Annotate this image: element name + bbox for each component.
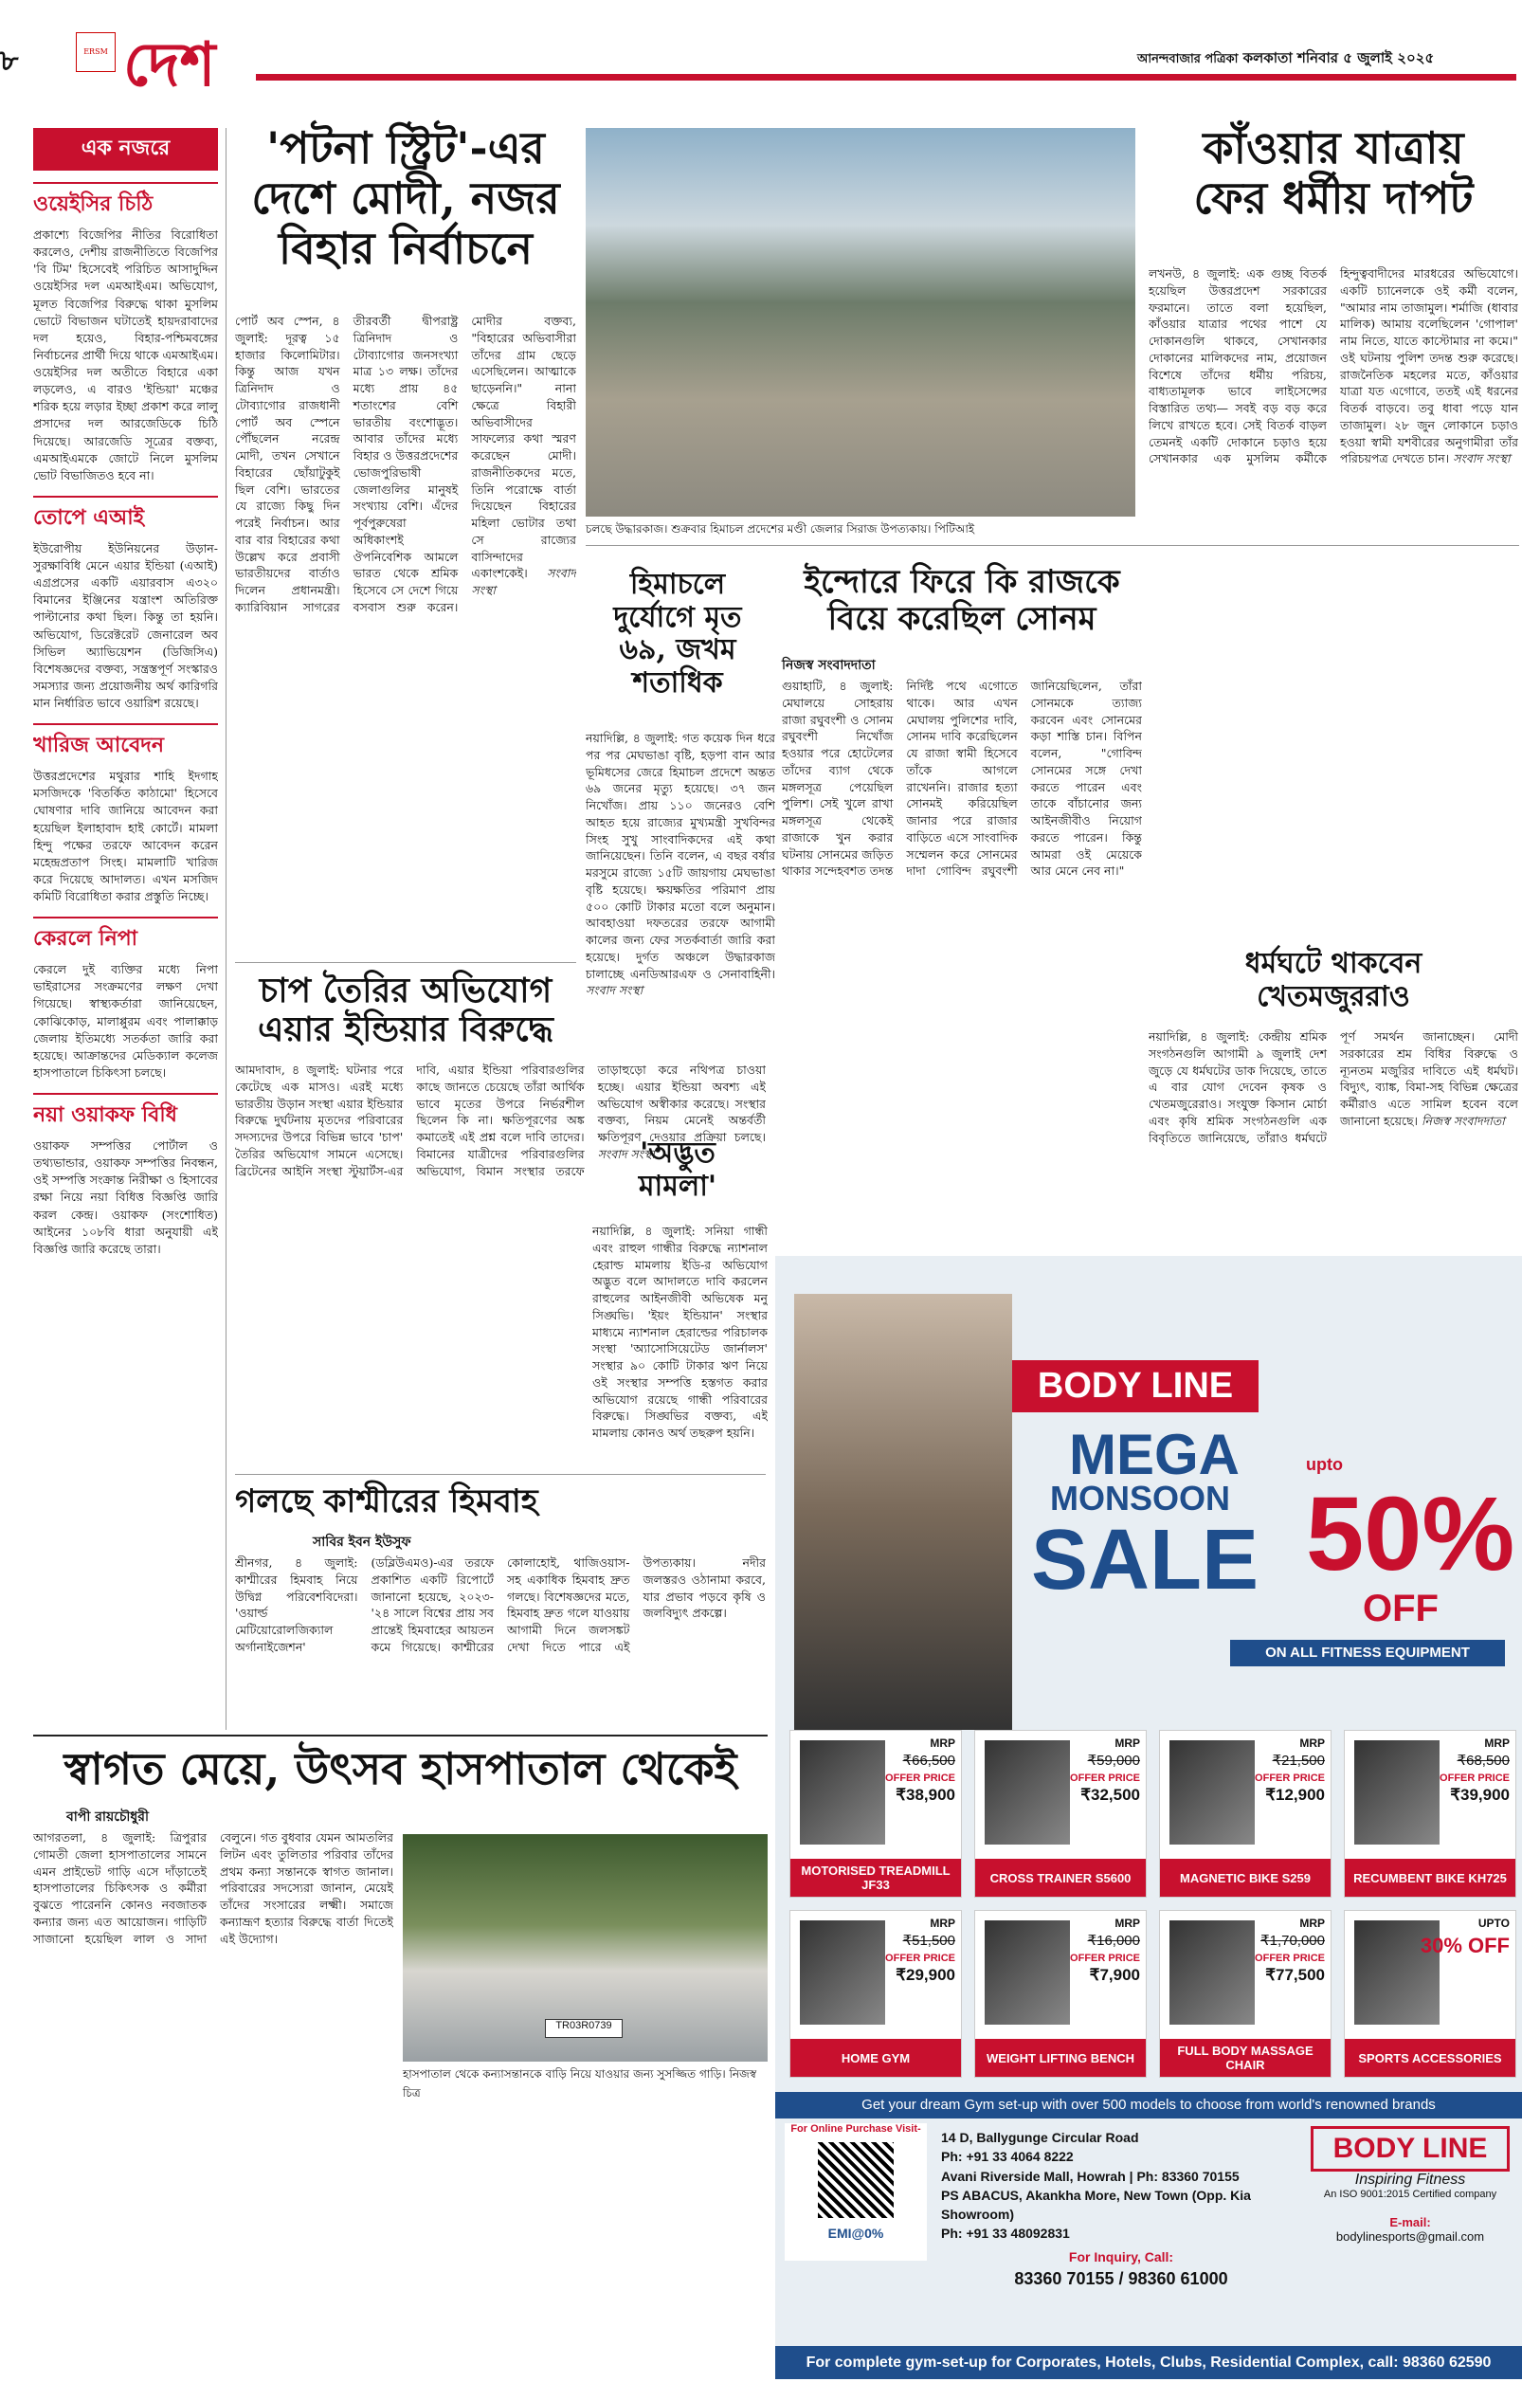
product-card [1344,1910,1516,2078]
qr-code-icon[interactable] [818,2142,894,2218]
brief-title: তোপে এআই [33,496,218,536]
sports-discount: 30% OFF [1420,1934,1510,1957]
paper-name: আনন্দবাজার পত্রিকা [1137,52,1239,66]
ad-percent: 50% [1306,1476,1515,1592]
emi-label: EMI@0% [827,2226,884,2241]
patna-headline [235,123,576,274]
headline-line: 'পটনা স্ট্রিট'-এর [266,122,545,173]
swagata-photo-caption: হাসপাতাল থেকে কন্যাসন্তানকে বাড়ি নিয়ে যাওয়ার জন্য সুসজ্জিত গাড়ি। নিজস্ব চিত্র [403,2067,757,2100]
inquiry-phone[interactable]: 83360 70155 / 98360 61000 [1014,2269,1228,2289]
brief-item [33,1093,218,1258]
brief-item [33,496,218,712]
bodyline-advertisement [775,1256,1522,2379]
offer-price: ₹39,900 [1450,1786,1510,1804]
mrp-label: MRP [930,1736,955,1750]
product-card [974,1730,1147,1898]
article-text: নয়াদিল্লি, ৪ জুলাই: গত কয়েক দিন ধরে পর পর মেঘভাঙা বৃষ্টি, হড়পা বান আর ভূমিধসের জেরে হিমাচল প্রদেশে অন্তত ৬৯ জনের মৃত্যু হয়েছে। ৩৭ জন নিখোঁজ। প্রায় ১১০ জনেরও বেশি আহত হয়ে রাজ্যের মুখ্যমন্ত্রী সুখবিন্দর সিংহ সুখু সাংবাদিকদের এই কথা জানিয়েছেন। তিনি বলেন, এ বছর বর্ষার মরসুমে রাজ্যে ১৫টি জায়গায় মেঘভাঙা বৃষ্টি হয়েছে। ক্ষয়ক্ষতির পরিমাণ প্রায় ৫০০ কোটি টাকার মতো বলে অনুমান। আবহাওয়া দফতরের তরফে আগামী কালের জন্য ফের সতর্কবার্তা জারি করা হয়েছে। দুর্গত অঞ্চলে উদ্ধারকাজ চালাচ্ছে এনডিআরএফ ও সেনাবাহিনী। [586,731,775,981]
email-address[interactable]: bodylinesports@gmail.com [1335,2229,1485,2244]
upto-label: UPTO [1477,1917,1510,1930]
article-sign: সংবাদ সংস্থা [1453,451,1511,466]
ad-mega: MEGA [1069,1423,1240,1486]
mrp-label: MRP [930,1917,955,1930]
brief-title: কেরলে নিপা [33,917,218,957]
dharmaghat-body [1149,1028,1518,1246]
brand-tagline: Inspiring Fitness [1354,2172,1466,2188]
headline-line: বিহার নির্বাচনে [279,222,533,274]
ad-model-image [794,1294,1012,1730]
sonam-body [782,678,1142,1246]
headline-line: কাঁওয়ার যাত্রায় [1203,122,1464,173]
ajab-body [592,1223,768,1469]
section-rule [235,1474,766,1475]
brief-text: প্রকাশ্যে বিজেপির নীতির বিরোধিতা করলেও, দেশীয় রাজনীতিতে বিজেপির 'বি টিম' হিসেবেই পরিচিত আসাদুদ্দিন ওয়েইসির দল এমআইএম। অভিযোগ, মূলত বিজেপির বিরুদ্ধে থাকা মুসলিম ভোটে বিভাজন ঘটাতেই হায়দরাবাদের দল হয়েও, বিহার-পশ্চিমবঙ্গের নির্বাচনের প্রার্থী দিয়ে থাকে এমআইএম। ওয়েইসির দল অতীতে বিহারে একা লড়লেও, এ বারও 'ইন্ডিয়া' মঞ্চের শরিক হয়ে লড়ার ইচ্ছা প্রকাশ করে লালু প্রসাদের দল আরজেডিকে চিঠি দিয়েছে। আরজেডি সূত্রের বক্তব্য, এমআইএমকে জোটে নিলে মুসলিম ভোট বিভাজিতও হবে না। [33,227,218,482]
store-addresses: 14 D, Ballygunge Circular Road Ph: +91 33 4064 8222 Avani Riverside Mall, Howrah | Ph: 83360 70155 PS ABACUS, Akankha More, New Town (Opp. Kia Showroom) Ph: +91 33 48092831 For Inquiry, Call: 83360 70155 / 98360 61000 [941,2128,1301,2291]
iso-note: An ISO 9001:2015 Certified company [1323,2189,1497,2200]
ad-footer: For complete gym-set-up for Corporates, Hotels, Clubs, Residential Complex, call: 98360 62590 [775,2346,1522,2379]
brief-item [33,723,218,905]
email-label: E-mail: [1389,2215,1431,2229]
headline-line: শতাধিক [632,665,723,700]
section-title: দেশ [123,29,216,100]
page-number: ৮ [0,45,19,78]
airindia-headline [235,972,576,1050]
mrp-price: ₹21,500 [1272,1753,1325,1769]
flood-photo [586,128,1135,517]
article-text: লখনউ, ৪ জুলাই: এক গুচ্ছ বিতর্ক হয়েছিল উত্তরপ্রদেশ সরকারের ফরমানে। তাতে বলা হয়েছিল, কাঁওয়ার যাত্রার পথের পাশে যে দোকানগুলি থাকবে, সেখানকার দোকানের মালিকদের নাম, প্রয়োজন বিশেষে তাঁদের ধর্মীয় পরিচয়, বাধ্যতামূলক ভাবে লাইসেন্সের বিস্তারিত তথ্য— সবই বড় বড় করে লিখে রাখতে হবে। সেই বিতর্ক বাড়ল তেমনই একটি দোকানে চড়াও হয়ে সেখানকার এক মুসলিম কর্মীকে হিন্দুত্ববাদীদের মারধরের অভিযোগে। একটি চ্যানেলকে ওই কর্মী বলেন, "আমার নাম তাজামুল। শর্মাজি (ধাবার মালিক) আমায় বলেছিলেন 'গোপাল' নাম নিতে, যাতে কাস্টোমার না কমে।" ওই ঘটনায় পুলিশ তদন্ত শুরু করেছে। রাজনৈতিক মহলের মতে, কাঁওয়ার যাত্রা যত এগোবে, ততই এই ধরনের বিতর্ক বাড়বে। তবু ধাবা পড়ে যান তাজামুল। ২৮ জুন লোকানে চড়াও হওয়া স্বামী যশবীরের অনুগামীরা তাঁর পরিচয়পত্র দেখতে চান। [1149,266,1518,466]
mrp-label: MRP [1299,1736,1325,1750]
ad-upto: upto [1306,1455,1343,1474]
kashmir-body [235,1555,766,1725]
product-name: RECUMBENT BIKE KH725 [1345,1859,1515,1897]
swagata-body-left [33,1829,393,2370]
offer-label: OFFER PRICE [1070,1773,1140,1784]
product-image [985,1740,1070,1845]
address-3: PS ABACUS, Akankha More, New Town (Opp. Kia Showroom) [941,2187,1251,2223]
brand-logo: BODY LINE [1311,2126,1510,2172]
offer-label: OFFER PRICE [1255,1953,1325,1964]
article-sign: নিজস্ব সংবাদদাতা [1421,1113,1505,1128]
brief-item [33,917,218,1082]
mrp-price: ₹59,000 [1087,1753,1140,1769]
sidebar-header: এক নজরে [33,128,218,171]
product-card [1159,1910,1332,2078]
dharmaghat-headline [1149,948,1518,1013]
brief-title: ওয়েইসির চিঠি [33,182,218,223]
headline-line: ৬৯, জখম [619,633,736,666]
product-card [1159,1730,1332,1898]
sonam-headline [782,564,1142,638]
brief-item [33,182,218,484]
kanwar-body [1149,265,1518,929]
product-name: WEIGHT LIFTING BENCH [975,2039,1146,2077]
mrp-label: MRP [1114,1917,1140,1930]
product-name: MAGNETIC BIKE S259 [1160,1859,1331,1897]
mrp-price: ₹51,500 [902,1933,955,1949]
address-1: 14 D, Ballygunge Circular Road [941,2130,1139,2145]
headline-line: 'অদ্ভুত [640,1136,716,1170]
offer-label: OFFER PRICE [1255,1773,1325,1784]
qr-panel [785,2123,927,2261]
inquiry-label: For Inquiry, Call: [1068,2248,1174,2264]
headline-line: দুর্যোগে মৃত [613,600,742,634]
brief-text: ইউরোপীয় ইউনিয়নের উড়ান-সুরক্ষাবিধি মেনে এয়ার ইন্ডিয়া (এআই) এগ্রপ্রসের একটি এয়ারবাস এ৩২০ বিমানের ইঞ্জিনের যন্ত্রাংশ অতিরিক্ত পাল্টানোর কথা ছিল। কিন্তু তা হয়নি। অভিযোগ, ডিরেক্টরেট জেনারেল অব সিভিল অ্যাভিয়েশন (ডিজিসিএ) বিশেষজ্ঞদের বক্তব্য, সন্ত্রস্তপূর্ণ সংস্কারও সমস্যার জন্য প্রয়োজনীয় অর্থ কারিগরি মান নির্ধারিত ভাবে ওয়ারিশ রয়েছে। [33,540,218,710]
ad-off: OFF [1363,1588,1439,1629]
offer-price: ₹29,900 [896,1966,955,1984]
purchase-label: For Online Purchase Visit- [790,2123,921,2135]
offer-price: ₹77,500 [1265,1966,1325,1984]
headline-line: খেতমজুররাও [1257,979,1410,1013]
sonam-byline: নিজস্ব সংবাদদাতা [782,658,876,673]
photo-caption: চলছে উদ্ধারকাজ। শুক্রবার হিমাচল প্রদেশের মণ্ডী জেলার সিরাজ উপত্যকায়। পিটিআই [586,522,975,536]
date-line [1137,47,1434,71]
ad-on-all: ON ALL FITNESS EQUIPMENT [1230,1640,1505,1666]
headline-line: দেশে মোদী, নজর [251,172,560,224]
himachal-headline [588,569,768,700]
product-card [789,1730,962,1898]
kashmir-headline: গলছে কাশ্মীরের হিমবাহ [235,1482,538,1520]
phone-3: Ph: +91 33 48092831 [941,2226,1070,2242]
publisher-logo: ERSM [76,32,116,72]
section-rule [586,545,1519,546]
patna-body [235,313,576,957]
product-image [1354,1740,1440,1845]
product-name: HOME GYM [790,2039,961,2077]
car-photo [403,1834,768,2062]
swagata-byline: বাপী রায়চৌধুরী [66,1809,149,1825]
product-image [985,1920,1070,2025]
headline-line: বিয়ে করেছিল সোনম [827,600,1096,639]
kanwar-headline [1149,123,1518,224]
section-rule [33,1735,768,1736]
mrp-price: ₹1,70,000 [1260,1933,1325,1949]
headline-line: ধর্মঘটে থাকবেন [1244,947,1422,980]
product-image [800,1740,885,1845]
product-name: SPORTS ACCESSORIES [1345,2039,1515,2077]
article-text: নয়াদিল্লি, ৪ জুলাই: সনিয়া গান্ধী এবং রাহুল গান্ধীর বিরুদ্ধে ন্যাশনাল হেরাল্ড মামলায় ইডি-র অভিযোগ অদ্ভুত বলে আদালতে দাবি করলেন রাহুলের আইনজীবী অভিষেক মনু সিঙ্ঘভি। 'ইয়ং ইন্ডিয়ান' সংস্থার মাধ্যমে ন্যাশনাল হেরাল্ডের পরিচালক সংস্থা 'অ্যাসোসিয়েটেড জার্নালস' সংস্থার ৯০ কোটি টাকার ঋণ নিয়ে ওই সংস্থার সম্পত্তি হস্তগত করার অভিযোগ রয়েছে গান্ধী পরিবারের বিরুদ্ধে। সিঙ্ঘভির বক্তব্য, এই মামলায় কোনও অর্থ তছরুপ হয়নি। [592,1224,768,1440]
brief-title: নয়া ওয়াকফ বিধি [33,1093,218,1134]
product-image [1169,1740,1255,1845]
article-text: আগরতলা, ৪ জুলাই: ত্রিপুরার গোমতী জেলা হাসপাতালের সামনে এমন প্রাইভেট গাড়ি এসে দাঁড়াতেই হাসপাতালের চিকিৎসক ও কর্মীরা বুঝতে পারেননি কোনও নবজাতক কন্যার জন্য এত আয়োজন। গাড়িটি সাজানো হয়েছিল লাল ও সাদা বেলুনে। গত বুধবার যেমন আমতলির লিটন এবং তুলিতার পরিবার তাঁদের প্রথম কন্যা সন্তানকে স্বাগত জানাল। পরিবারের সদস্যেরা জানান, মেয়েই তাঁদের সংসারের লক্ষ্মী। সমাজে কন্যাভ্রূণ হত্যার বিরুদ্ধে বার্তা দিতেই এই উদ্যোগ। [33,1830,393,1946]
swagata-headline: স্বাগত মেয়ে, উৎসব হাসপাতাল থেকেই [63,1743,737,1794]
article-sign: সংবাদ সংস্থা [597,1146,655,1161]
mrp-price: ₹16,000 [1087,1933,1140,1949]
article-text: আমদাবাদ, ৪ জুলাই: ঘটনার পরে কেটেছে এক মাসও। এরই মধ্যে ভারতীয় উড়ান সংস্থা এয়ার ইন্ডিয়ার বিরুদ্ধে দুর্ঘটনায় মৃতদের পরিবারের সদস্যদের উপরে বিভিন্ন ভাবে 'চাপ' তৈরির অভিযোগ সামনে এসেছে। ব্রিটেনের আইনি সংস্থা স্টুয়ার্টস-এর দাবি, এয়ার ইন্ডিয়া পরিবারগুলির কাছে জানতে চেয়েছে তাঁরা আর্থিক ভাবে মৃতের উপরে নির্ভরশীল ছিলেন কি না। ক্ষতিপূরণের অঙ্ক কমাতেই এই প্রশ্ন বলে দাবি তাদের। বিমানের যাত্রীদের পরিবারগুলির অভিযোগ, বিমান সংস্থার তরফে তাড়াহুড়ো করে নথিপত্র চাওয়া হচ্ছে। এয়ার ইন্ডিয়া অবশ্য এই অভিযোগ অস্বীকার করেছে। সংস্থার বক্তব্য, নিয়ম মেনেই অন্তর্বর্তী ক্ষতিপূরণ দেওয়ার প্রক্রিয়া চলছে। [235,1063,766,1178]
offer-label: OFFER PRICE [885,1773,955,1784]
product-name: CROSS TRAINER S5600 [975,1859,1146,1897]
article-text: নয়াদিল্লি, ৪ জুলাই: কেন্দ্রীয় শ্রমিক সংগঠনগুলি আগামী ৯ জুলাই দেশ জুড়ে যে ধর্মঘটের ডাক দিয়েছে, তাতে এ বার যোগ দেবেন কৃষক ও খেতমজুরেরাও। সংযুক্ত কিসান মোর্চা এবং কৃষি শ্রমিক সংগঠনগুলি এক বিবৃতিতে জানিয়েছে, তাঁরাও ধর্মঘটে পূর্ণ সমর্থন জানাচ্ছেন। মোদী সরকারের শ্রম বিধির বিরুদ্ধে ও ন্যূনতম মজুরির দাবিতে এই ধর্মঘট। বিদ্যুৎ, ব্যাঙ্ক, বিমা-সহ বিভিন্ন ক্ষেত্রের কর্মীরাও এতে সামিল হবেন বলে জানানো হয়েছে। [1149,1029,1518,1145]
mrp-price: ₹68,500 [1457,1753,1510,1769]
mrp-label: MRP [1299,1917,1325,1930]
number-plate: TR03R0739 [545,2019,623,2038]
ad-tagline: Get your dream Gym set-up with over 500 models to choose from world's renowned brands [775,2092,1522,2118]
offer-label: OFFER PRICE [885,1953,955,1964]
mrp-label: MRP [1114,1736,1140,1750]
section-rule [235,962,576,963]
kashmir-byline: সাবির ইবন ইউসুফ [313,1535,411,1550]
article-text: শ্রীনগর, ৪ জুলাই: কাশ্মীরের হিমবাহ নিয়ে উদ্বিগ্ন পরিবেশবিদেরা। 'ওয়ার্ল্ড মেটিয়োরোলজিক্যাল অর্গানাইজেশন' (ডব্লিউএমও)-এর তরফে প্রকাশিত একটি রিপোর্টে জানানো হয়েছে, ২০২৩-'২৪ সালে বিশ্বের প্রায় সব প্রান্তেই হিমবাহের আয়তন কমে গিয়েছে। কাশ্মীরের কোলাহোই, থাজিওয়াস-সহ একাধিক হিমবাহ দ্রুত গলছে। বিশেষজ্ঞদের মতে, হিমবাহ দ্রুত গলে যাওয়ায় আগামী দিনে জলসঙ্কট দেখা দিতে পারে এই উপত্যকায়। নদীর জলস্তরও ওঠানামা করবে, যার প্রভাব পড়বে কৃষি ও জলবিদ্যুৎ প্রকল্পে। [235,1555,766,1654]
brief-text: কেরলে দুই ব্যক্তির মধ্যে নিপা ভাইরাসের সংক্রমণের লক্ষণ দেখা গিয়েছে। স্বাস্থ্যকর্তারা জানিয়েছেন, কোঝিকোড়, মালাপ্পুরম এবং পালাক্কাড় জেলায় ইতিমধ্যে সতর্কতা জারি করা হয়েছে। আক্রান্তদের মেডিক্যাল কলেজ হাসপাতালে চিকিৎসা চলছে। [33,962,218,1080]
masthead-rule [256,74,1516,81]
offer-label: OFFER PRICE [1440,1773,1510,1784]
article-sign: সংবাদ সংস্থা [586,983,643,998]
phone-1: Ph: +91 33 4064 8222 [941,2149,1074,2165]
article-sign: সংবাদ সংস্থা [471,566,576,597]
brief-title: খারিজ আবেদন [33,723,218,764]
ad-brand-logo: BODY LINE [1012,1360,1259,1412]
product-name: FULL BODY MASSAGE CHAIR [1160,2039,1331,2077]
product-image [1169,1920,1255,2025]
brand-block [1311,2126,1510,2244]
phone-2: Ph: 83360 70155 [1136,2168,1240,2184]
offer-price: ₹32,500 [1080,1786,1140,1804]
mrp-price: ₹66,500 [902,1753,955,1769]
address-2: Avani Riverside Mall, Howrah [941,2168,1126,2184]
offer-price: ₹12,900 [1265,1786,1325,1804]
headline-line: ফের ধর্মীয় দাপট [1193,172,1474,224]
article-text: গুয়াহাটি, ৪ জুলাই: মেঘালয়ে সোহরায় রাজা রঘুবংশী ও সোনম রঘুবংশী নিখোঁজ হওয়ার পরে হোটেলের তাঁদের ব্যাগ থেকে মঙ্গলসূত্র পেয়েছিল পুলিশ। সেই খুলে রাখা মঙ্গলসূত্র থেকেই রাজাকে খুন করার ঘটনায় সোনমের জড়িত থাকার সন্দেহবশত তদন্ত নির্দিষ্ট পথে এগোতে থাকে। আর এখন মেঘালয় পুলিশের দাবি, সোনম দাবি করেছিলেন যে রাজা স্বামী হিসেবে তাঁকে আগলে রাখেননি। রাজার হত্যা সোনমই করিয়েছিল জানার পরে রাজার বাড়িতে এসে সাংবাদিক সম্মেলন করে সোনমের দাদা গোবিন্দ রঘুবংশী জানিয়েছিলেন, তাঁরা সোনমকে ত্যাজ্য করবেন এবং সোনমের কড়া শাস্তি চান। বিপিন বলেন, "গোবিন্দ সোনমের সঙ্গে দেখা করতে পারেন এবং তাকে বাঁচানোর জন্য আইনজীবীও নিয়োগ করতে পারেন। কিন্তু আমরা ওই মেয়েকে আর মেনে নেব না।" [782,679,1142,879]
mrp-label: MRP [1484,1736,1510,1750]
brief-text: উত্তরপ্রদেশের মথুরার শাহি ইদগাহ মসজিদকে 'বিতর্কিত কাঠামো' হিসেবে ঘোষণার দাবি জানিয়ে আবেদন করা হয়েছিল ইলাহাবাদ হাই কোর্টে। মামলা হিন্দু পক্ষের তরফে আবেদন করেন মহেন্দ্রপ্রতাপ সিংহ। মামলাটি খারিজ করে দিয়েছে আদালত। এখন মসজিদ কমিটি বিরোধিতা করার প্রস্তুতি নিচ্ছে। [33,769,218,903]
offer-price: ₹7,900 [1089,1966,1140,1984]
offer-price: ₹38,900 [896,1786,955,1804]
product-image [800,1920,885,2025]
product-card [789,1910,962,2078]
headline-line: এয়ার ইন্ডিয়ার বিরুদ্ধে [258,1009,553,1050]
offer-label: OFFER PRICE [1070,1953,1140,1964]
product-name: MOTORISED TREADMILL JF33 [790,1859,961,1897]
ajab-headline [592,1137,763,1203]
ad-monsoon: MONSOON [1050,1479,1231,1518]
ad-sale: SALE [1031,1513,1259,1608]
sidebar-briefs [33,128,218,1720]
product-card [974,1910,1147,2078]
headline-line: চাপ তৈরির অভিযোগ [259,971,553,1010]
date-text: কলকাতা শনিবার ৫ জুলাই ২০২৫ [1242,49,1435,66]
headline-line: মামলা' [638,1169,717,1203]
brief-text: ওয়াকফ সম্পত্তির পোর্টাল ও তথ্যভান্ডার, ওয়াকফ সম্পত্তির নিবন্ধন, ওই সম্পত্তি সংক্রান্ত নিরীক্ষা ও হিসাবের রক্ষা নিয়ে নয়া বিধিত্ত বিজ্ঞপ্তি জারি করল কেন্দ্র। ওয়াকফ (সংশোধিত) আইনের ১০৮বি ধারা অনুযায়ী এই বিজ্ঞপ্তি জারি করেছে তারা। [33,1138,218,1256]
product-card [1344,1730,1516,1898]
headline-line: হিমাচলে [629,568,726,601]
headline-line: ইন্দোরে ফিরে কি রাজকে [804,563,1120,601]
article-text: পোর্ট অব স্পেন, ৪ জুলাই: দূরত্ব ১৫ হাজার কিলোমিটার। কিন্তু আজ যখন ত্রিনিদাদ ও টোব্যাগোর রাজধানী পোর্ট অব স্পেনে পৌঁছলেন নরেন্দ্র মোদী, তখন সেখানে বিহারের ছোঁয়াটুকুই ছিল বেশি। ভারতের যে রাজ্যে কিছু দিন পরেই নির্বাচন। আর বার বার বিহারের কথা উল্লেখ করে প্রবাসী ভারতীয়দের বার্তাও দিলেন প্রধানমন্ত্রী। ক্যারিবিয়ান সাগরের তীরবর্তী দ্বীপরাষ্ট্র ত্রিনিদাদ ও টোব্যাগোর জনসংখ্যা মাত্র ১৩ লক্ষ। তাঁদের মধ্যে প্রায় ৪৫ শতাংশের বেশি ভারতীয় বংশোদ্ভূত। আবার তাঁদের মধ্যে বিহার ও উত্তরপ্রদেশের ভোজপুরিভাষী জেলাগুলির মানুষই সংখ্যায় বেশি। এঁদের পূর্বপুরুষেরা অধিকাংশই ঔপনিবেশিক আমলে ভারত থেকে শ্রমিক হিসেবে সে দেশে গিয়ে বসবাস শুরু করেন। মোদীর বক্তব্য, "বিহারের অভিবাসীরা তাঁদের গ্রাম ছেড়ে এসেছিলেন। আত্মাকে ছাড়েননি।" নানা ক্ষেত্রে বিহারী অভিবাসীদের সাফল্যের কথা স্মরণ করেছেন মোদী। রাজনীতিকদের মতে, তিনি পরোক্ষে বার্তা দিয়েছেন বিহারের মহিলা ভোটার তথা সে রাজ্যের বাসিন্দাদের একাংশকেই। [235,314,576,614]
